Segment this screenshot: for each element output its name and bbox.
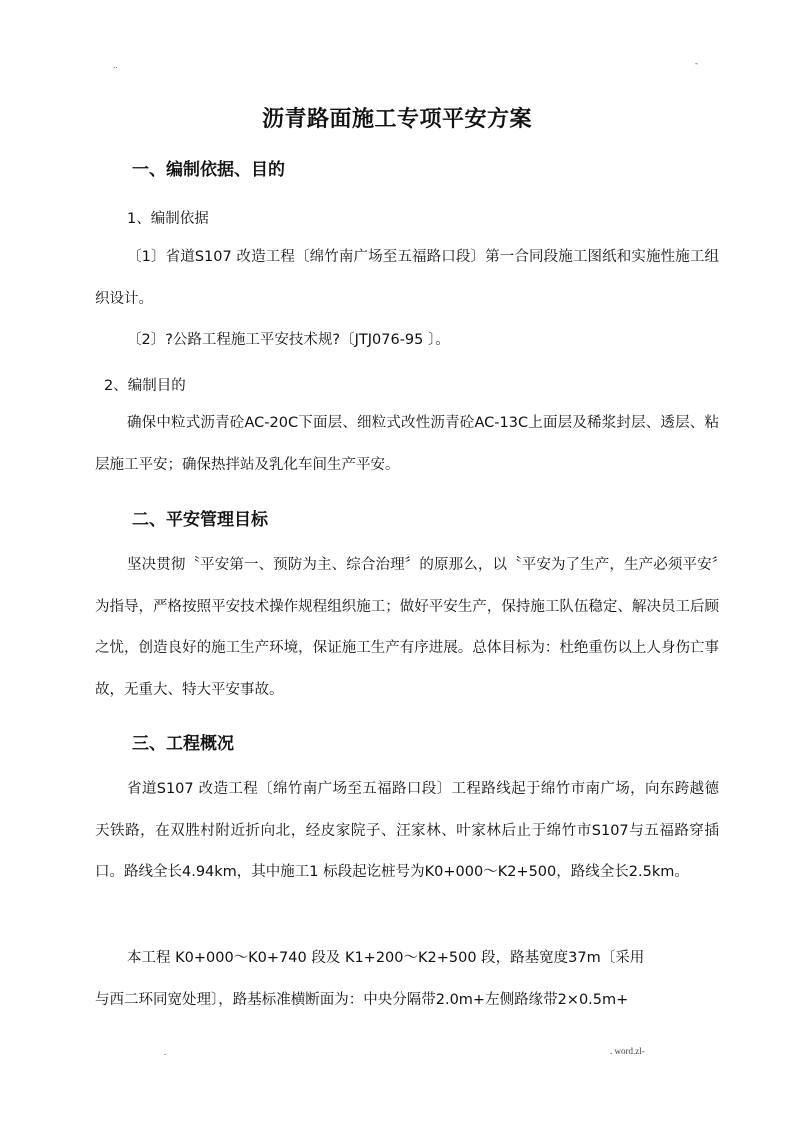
project-overview-paragraph: 省道S107 改造工程〔绵竹南广场至五福路口段〕工程路线起于绵竹市南广场，向东跨越德天铁路，在双胜村附近折向北，经皮家院子、汪家林、叶家林后止于绵竹市S107与五福路穿插口。路线全长4.94km，其中施工1 标段起讫桩号为K0+000～K2+500，路线全长2.5km。 [95, 781, 719, 880]
project-section-line-2: 与西二环同宽处理〕，路基标准横断面为：中央分隔带2.0m+左侧路缘带2×0.5m+ [95, 992, 629, 1008]
footer-right-mark: . word.zl- [610, 1046, 645, 1056]
section-1-heading: 一、编制依据、目的 [132, 160, 285, 180]
header-right-mark: - [695, 58, 698, 68]
subsection-basis: 1、编制依据 [127, 211, 209, 227]
basis-item-2: 〔2〕?公路工程施工平安技术规?〔JTJ076-95 〕。 [127, 332, 450, 348]
section-3-heading: 三、工程概况 [132, 734, 234, 754]
safety-goal-paragraph: 坚决贯彻〝平安第一、预防为主、综合治理〞的原那么，以〝平安为了生产，生产必须平安〞为指导，严格按照平安技术操作规程组织施工；做好平安生产，保持施工队伍稳定、解决员工后顾之忧，创造良好的施工生产环境，保证施工生产有序进展。总体目标为：杜绝重伤以上人身伤亡事故，无重大、特大平安事故。 [95, 557, 719, 698]
purpose-paragraph: 确保中粒式沥青砼AC-20C下面层、细粒式改性沥青砼AC-13C上面层及稀浆封层、透层、粘层施工平安；确保热拌站及乳化车间生产平安。 [95, 415, 719, 473]
header-left-mark: .. [113, 60, 118, 70]
section-2-heading: 二、平安管理目标 [132, 510, 268, 530]
subsection-purpose: 2、编制目的 [104, 378, 186, 394]
footer-left-mark: . [164, 1047, 167, 1057]
document-title: 沥青路面施工专项平安方案 [261, 107, 532, 132]
project-section-line-1: 本工程 K0+000～K0+740 段及 K1+200～K2+500 段，路基宽度37m〔采用 [127, 950, 645, 966]
basis-item-1: 〔1〕省道S107 改造工程〔绵竹南广场至五福路口段〕第一合同段施工图纸和实施性施工组织设计。 [95, 249, 719, 307]
